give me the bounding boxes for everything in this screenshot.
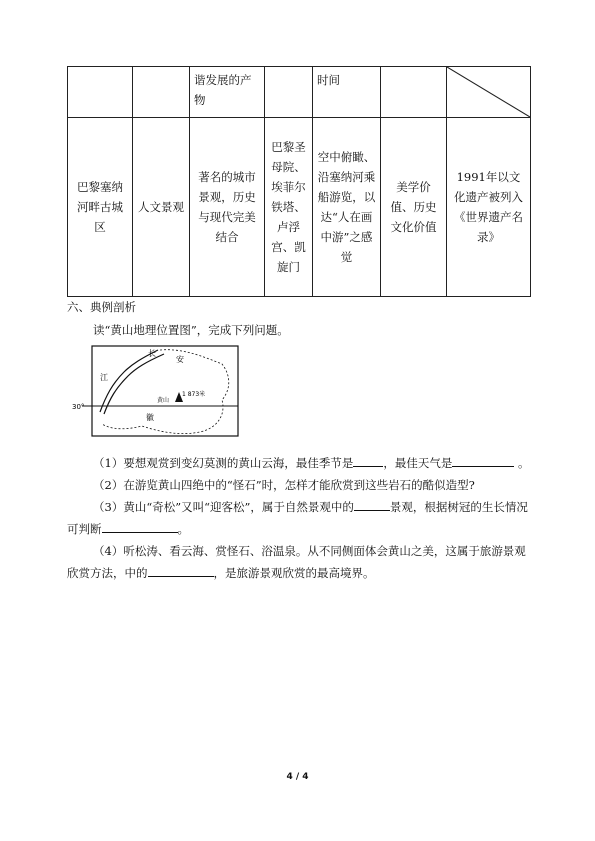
question-text: ，是旅游景观欣赏的最高境界。	[213, 566, 375, 580]
table-cell	[381, 67, 447, 118]
question-text: （3）黄山“奇松”又叫“迎客松”，属于自然景观中的	[93, 500, 354, 514]
diagonal-line	[447, 67, 530, 117]
map-label-huangshan: 黄山	[157, 397, 170, 404]
cell-status: 1991年以文化遗产被列入《世界遗产名录》	[447, 118, 531, 297]
huangshan-location-map	[72, 344, 242, 440]
cell-type: 人文景观	[133, 118, 190, 297]
table-cell: 谐发展的产物	[190, 67, 265, 118]
map-label-elevation: 1 873米	[182, 391, 206, 398]
question-text: （1）要想观赏到变幻莫测的黄山云海，最佳季节是	[93, 456, 354, 470]
question-text: ，最佳天气是	[383, 456, 453, 470]
diagonal-cell	[447, 67, 531, 118]
question-text: 。	[517, 456, 530, 470]
section-title: 六、典例剖析	[67, 300, 136, 314]
answer-blank[interactable]	[452, 453, 514, 467]
question-1	[93, 452, 548, 474]
question-text: 。	[177, 522, 189, 536]
cell-value: 美学价值、历史文化价值	[381, 118, 447, 297]
table-cell	[68, 67, 133, 118]
answer-blank[interactable]	[354, 497, 390, 511]
landscape-table	[67, 66, 531, 297]
table-cell	[133, 67, 190, 118]
map-label-an: 安	[176, 355, 184, 364]
map-frame	[92, 346, 238, 436]
river-bank-south	[104, 354, 164, 414]
page-number: 4 / 4	[286, 772, 309, 782]
map-label-chang: 长	[148, 349, 156, 358]
cell-name: 巴黎塞纳河畔古城区	[68, 118, 133, 297]
province-boundary	[102, 350, 229, 434]
question-text: （4）听松涛、看云海、赏怪石、浴温泉。从不同侧面体会黄山之美，这属于旅游景观欣赏方法，中的	[67, 544, 526, 580]
table-row	[68, 118, 531, 297]
answer-blank[interactable]	[353, 453, 383, 467]
cell-time: 空中俯瞰、沿塞纳河乘船游览，以达“人在画中游”之感觉	[313, 118, 381, 297]
map-label-hui: 徽	[146, 413, 154, 422]
intro-text: 读“黄山地理位置图”，完成下列问题。	[93, 323, 289, 337]
question-3	[67, 496, 537, 540]
question-text: 景观，根据树冠的生长情况可判断	[67, 500, 528, 536]
question-2: （2）在游览黄山四绝中的“怪石”时，怎样才能欣赏到这些岩石的酷似造型?	[93, 478, 475, 492]
map-label-latitude: 30°	[72, 403, 85, 411]
cell-spots: 巴黎圣母院、埃菲尔铁塔、卢浮宫、凯旋门	[265, 118, 313, 297]
cell-feature: 著名的城市景观，历史与现代完美结合	[190, 118, 265, 297]
table-cell	[265, 67, 313, 118]
map-label-jiang: 江	[100, 373, 108, 382]
answer-blank[interactable]	[148, 563, 214, 577]
answer-blank[interactable]	[102, 519, 178, 533]
table-cell: 时间	[313, 67, 381, 118]
question-4	[67, 540, 537, 584]
table-row	[68, 67, 531, 118]
